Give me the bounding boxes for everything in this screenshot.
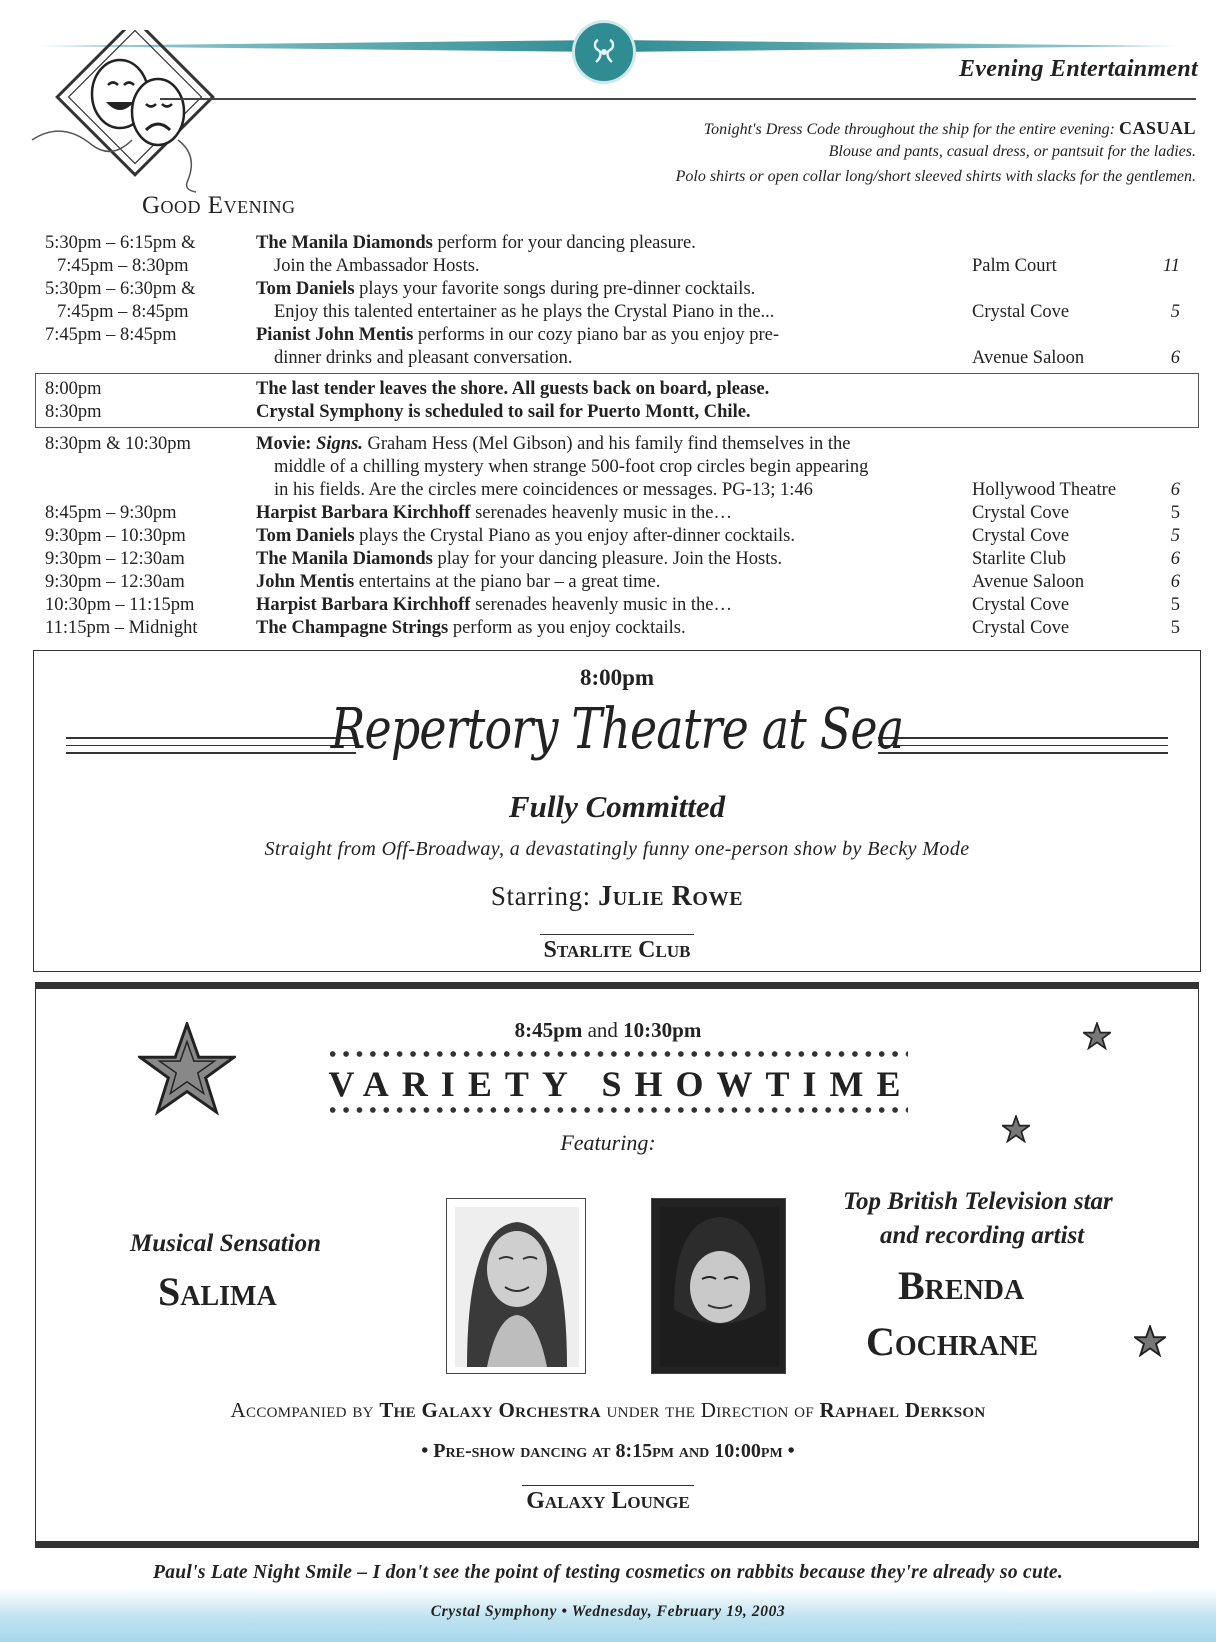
star-name: Julie Rowe (598, 881, 744, 912)
schedule-row: dinner drinks and pleasant conversation. Avenue Saloon 6 (274, 348, 1180, 368)
schedule-row: 7:45pm – 8:45pm Enjoy this talented entertainer as he plays the Crystal Piano in the... Crystal Cove 5 (57, 302, 1180, 322)
act1-name: Salima (158, 1269, 277, 1314)
show-title: Fully Committed (508, 789, 726, 824)
schedule-row: middle of a chilling mystery when strange 500-foot crop circles begin appearing (274, 457, 869, 477)
schedule-row: 8:45pm – 9:30pm Harpist Barbara Kirchhoff serenades heavenly music in the… Crystal Cove 5 (45, 503, 1180, 523)
variety-venue: Galaxy Lounge (0, 1488, 1216, 1515)
repertory-theatre-box (33, 650, 1201, 972)
dress-code-line-2: Blouse and pants, casual dress, or pantsuit for the ladies. (828, 143, 1196, 160)
brenda-photo (651, 1198, 786, 1374)
star-icon (1083, 1022, 1111, 1050)
dress-code-value: CASUAL (1118, 118, 1196, 138)
notice-row: 8:30pm Crystal Symphony is scheduled to sail for Puerto Montt, Chile. (45, 402, 751, 422)
schedule-row: 9:30pm – 10:30pm Tom Daniels plays the Crystal Piano as you enjoy after-dinner cocktails. Crystal Cove 5 (45, 526, 1180, 546)
preshow-dancing: • Pre-show dancing at 8:15pm and 10:00pm • (421, 1440, 795, 1462)
variety-bottom-border (35, 1541, 1199, 1548)
variety-title: VARIETY SHOWTIME (328, 1064, 914, 1104)
act2-first-name: Brenda (898, 1263, 1025, 1308)
repertory-venue: Starlite Club (34, 937, 1200, 964)
schedule-row: 5:30pm – 6:30pm & Tom Daniels plays your favorite songs during pre-dinner cocktails. (45, 279, 756, 299)
theatre-masks-icon (28, 30, 228, 195)
variety-times: 8:45pm and 10:30pm (514, 1018, 702, 1042)
late-night-smile: Paul's Late Night Smile – I don't see the point of testing cosmetics on rabbits because they're already so cute. (153, 1562, 1063, 1583)
starring-line: Starring: Julie Rowe (490, 881, 744, 912)
schedule-row: 10:30pm – 11:15pm Harpist Barbara Kirchhoff serenades heavenly music in the… Crystal Cove 5 (45, 595, 1180, 615)
dress-code-line-1: Tonight's Dress Code throughout the ship for the entire evening: CASUAL (703, 118, 1196, 138)
schedule-row: 9:30pm – 12:30am The Manila Diamonds play for your dancing pleasure. Join the Hosts. Starlite Club 6 (45, 549, 1180, 569)
salima-photo (446, 1198, 586, 1374)
act1-caption: Musical Sensation (130, 1230, 322, 1257)
accompaniment-line: Accompanied by The Galaxy Orchestra under the Direction of Raphael Derkson (230, 1398, 986, 1422)
act2-caption-line-2: and recording artist (880, 1222, 1085, 1249)
show-description: Straight from Off-Broadway, a devastatingly funny one-person show by Becky Mode (264, 838, 970, 860)
schedule-row: 5:30pm – 6:15pm & The Manila Diamonds perform for your dancing pleasure. (45, 233, 696, 253)
featuring-label: Featuring: (560, 1130, 656, 1155)
schedule-row: 8:30pm & 10:30pm Movie: Signs. Graham Hess (Mel Gibson) and his family find themselves in the (45, 434, 851, 454)
page-title: Evening Entertainment (958, 56, 1198, 82)
schedule-row: 7:45pm – 8:45pm Pianist John Mentis performs in our cozy piano bar as you enjoy pre- (45, 325, 780, 345)
variety-top-border (35, 982, 1199, 989)
star-icon (1134, 1325, 1166, 1357)
repertory-time: 8:00pm (579, 665, 655, 690)
dot-border-top (326, 1050, 908, 1058)
greeting-heading: Good Evening (142, 192, 296, 219)
schedule-row: 11:15pm – Midnight The Champagne Strings perform as you enjoy cocktails. Crystal Cove 5 (45, 618, 1180, 638)
dot-border-bottom (326, 1106, 908, 1114)
act2-last-name: Cochrane (866, 1319, 1039, 1364)
repertory-title: Repertory Theatre at Sea (330, 697, 904, 762)
star-icon (1002, 1115, 1030, 1143)
schedule-row: in his fields. Are the circles mere coincidences or messages. PG-13; 1:46 Hollywood Theatre 6 (274, 480, 1180, 500)
schedule-row: 9:30pm – 12:30am John Mentis entertains at the piano bar – a great time. Avenue Saloon 6 (45, 572, 1180, 592)
star-icon (138, 1022, 236, 1116)
notice-row: 8:00pm The last tender leaves the shore. All guests back on board, please. (45, 379, 770, 399)
act2-caption-line-1: Top British Television star (843, 1188, 1113, 1215)
dress-code-line-3: Polo shirts or open collar long/short sleeved shirts with slacks for the gentlemen. (675, 168, 1196, 185)
seahorse-seal-icon (572, 20, 636, 84)
header-rule (160, 98, 1196, 100)
schedule-row: 7:45pm – 8:30pm Join the Ambassador Hosts. Palm Court 11 (57, 256, 1180, 276)
footer-text: Crystal Symphony • Wednesday, February 19, 2003 (430, 1603, 786, 1620)
